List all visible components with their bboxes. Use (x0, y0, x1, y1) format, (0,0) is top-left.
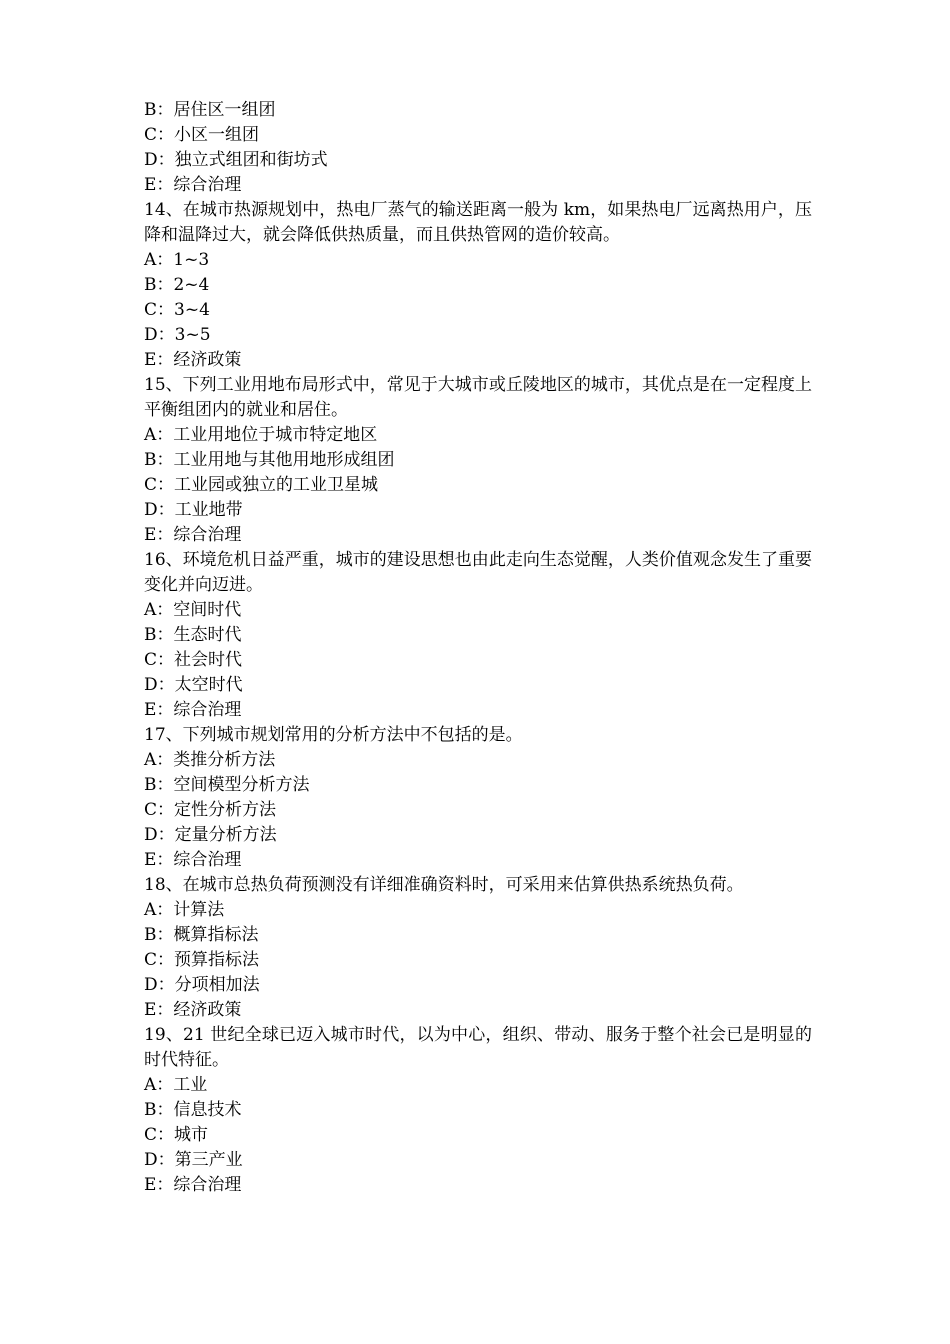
option-line: B：居住区一组团 (144, 100, 276, 120)
question-17 (144, 723, 812, 873)
option-line: E：综合治理 (144, 850, 242, 870)
option-line: D：3~5 (144, 325, 211, 345)
option-line: E：综合治理 (144, 525, 242, 545)
option-line: D：定量分析方法 (144, 825, 277, 845)
document-body (144, 98, 812, 1198)
option-line: A：1~3 (144, 250, 210, 270)
option-line: B：概算指标法 (144, 925, 259, 945)
option-line: A：类推分析方法 (144, 750, 276, 770)
question-16 (144, 548, 812, 723)
question-text: 17、下列城市规划常用的分析方法中不包括的是。 (144, 725, 523, 745)
option-line: C：小区一组团 (144, 125, 260, 145)
question-19 (144, 1023, 812, 1198)
option-line: E：经济政策 (144, 1000, 242, 1020)
option-line: B：生态时代 (144, 625, 242, 645)
option-line: C：定性分析方法 (144, 800, 277, 820)
option-line: D：第三产业 (144, 1150, 243, 1170)
question-text: 15、下列工业用地布局形式中，常见于大城市或丘陵地区的城市，其优点是在一定程度上平衡组团内的就业和居住。 (144, 375, 812, 420)
option-line: D：工业地带 (144, 500, 243, 520)
option-line: A：计算法 (144, 900, 225, 920)
question-18 (144, 873, 812, 1023)
question-14 (144, 198, 812, 373)
option-line: D：分项相加法 (144, 975, 260, 995)
question-text: 16、环境危机日益严重，城市的建设思想也由此走向生态觉醒，人类价值观念发生了重要变化并向迈进。 (144, 550, 812, 595)
option-line: C：工业园或独立的工业卫星城 (144, 475, 379, 495)
option-line: E：综合治理 (144, 175, 242, 195)
option-line: C：3~4 (144, 300, 210, 320)
question-text: 18、在城市总热负荷预测没有详细准确资料时，可采用来估算供热系统热负荷。 (144, 875, 744, 895)
option-line: A：工业用地位于城市特定地区 (144, 425, 378, 445)
question-text: 19、21 世纪全球已迈入城市时代，以为中心，组织、带动、服务于整个社会已是明显的时代特征。 (144, 1025, 812, 1070)
option-line: E：综合治理 (144, 700, 242, 720)
lead-options (144, 98, 812, 198)
option-line: B：2~4 (144, 275, 210, 295)
question-text: 14、在城市热源规划中，热电厂蒸气的输送距离一般为 km，如果热电厂远离热用户，压降和温降过大，就会降低供热质量，而且供热管网的造价较高。 (144, 200, 812, 245)
option-line: B：空间模型分析方法 (144, 775, 310, 795)
option-line: B：工业用地与其他用地形成组团 (144, 450, 395, 470)
option-line: E：综合治理 (144, 1175, 242, 1195)
option-line: E：经济政策 (144, 350, 242, 370)
option-line: A：空间时代 (144, 600, 242, 620)
question-15 (144, 373, 812, 548)
option-line: C：社会时代 (144, 650, 243, 670)
option-line: C：城市 (144, 1125, 209, 1145)
option-line: B：信息技术 (144, 1100, 242, 1120)
option-line: C：预算指标法 (144, 950, 260, 970)
option-line: D：独立式组团和街坊式 (144, 150, 328, 170)
option-line: A：工业 (144, 1075, 208, 1095)
option-line: D：太空时代 (144, 675, 243, 695)
